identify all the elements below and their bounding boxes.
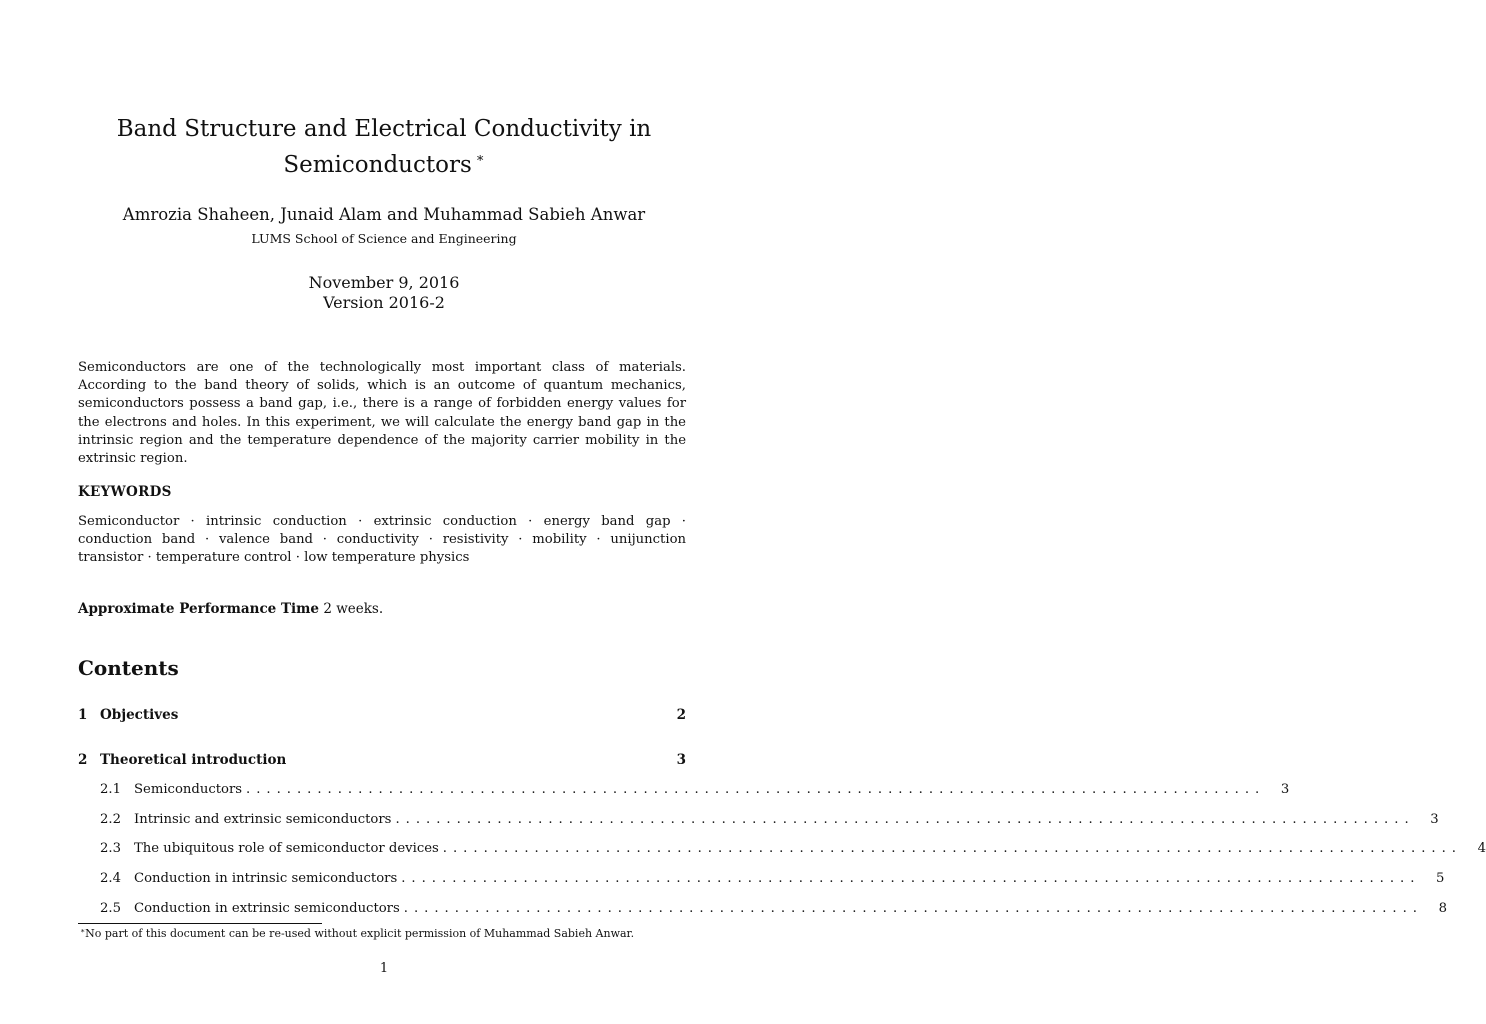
toc-subsection-intrinsic-conduction[interactable]: [100, 871, 1445, 886]
toc-subsection-number: 2.1: [100, 782, 121, 797]
toc-leader-dots: ....................................................................................................: [395, 812, 1415, 827]
toc-subsection-number: 2.5: [100, 901, 121, 916]
performance-time: [78, 601, 383, 617]
contents-heading: Contents: [78, 656, 179, 680]
title-line-1: Band Structure and Electrical Conductivity in: [116, 116, 652, 142]
toc-subsection-extrinsic-conduction[interactable]: [100, 901, 1447, 916]
date: November 9, 2016: [308, 273, 460, 292]
toc-subsection-label: Intrinsic and extrinsic semiconductors: [134, 812, 392, 827]
toc-leader-dots: ....................................................................................................: [442, 841, 1462, 856]
toc-leader-dots: ....................................................................................................: [403, 901, 1423, 916]
performance-label: Approximate Performance Time: [78, 601, 320, 617]
toc-section-objectives[interactable]: [78, 707, 686, 723]
footnote: [80, 926, 634, 940]
toc-section-title: [78, 752, 286, 768]
toc-subsection-semiconductors[interactable]: [100, 782, 1290, 797]
title-footnote-marker[interactable]: ∗: [475, 151, 485, 166]
performance-value: 2 weeks.: [323, 601, 384, 617]
page-number: 1: [379, 961, 389, 976]
title-line-2: [0, 144, 768, 180]
title-line-2-text: Semiconductors: [283, 152, 472, 178]
toc-leader-dots: ....................................................................................................: [246, 782, 1266, 797]
toc-subsection-label: Semiconductors: [134, 782, 243, 797]
toc-subsection-label: Conduction in extrinsic semiconductors: [134, 901, 400, 916]
toc-section-theoretical-introduction[interactable]: [78, 752, 686, 768]
toc-leader-dots: ....................................................................................................: [401, 871, 1421, 886]
footnote-rule: [78, 923, 322, 924]
toc-subsection-page: 8: [1438, 901, 1447, 916]
date-block: [0, 273, 768, 313]
toc-section-number: 2: [78, 752, 88, 768]
toc-subsection-label: Conduction in intrinsic semiconductors: [134, 871, 398, 886]
toc-subsection-number: 2.3: [100, 841, 121, 856]
keywords-text: Semiconductor · intrinsic conduction · extrinsic conduction · energy band gap · conduction band · valence band · conductivity · resistivity · mobility · unijunction transistor · temperature control · low temperature physics: [78, 514, 686, 566]
toc-subsection-label: The ubiquitous role of semiconductor devices: [134, 841, 439, 856]
footnote-text: No part of this document can be re-used without explicit permission of Muhammad Sabieh Anwar.: [85, 927, 635, 940]
keywords-heading: KEYWORDS: [78, 484, 172, 500]
version: Version 2016-2: [323, 293, 445, 312]
paper-title: [0, 114, 768, 180]
toc-section-title: [78, 707, 178, 723]
toc-section-page: 3: [676, 752, 686, 768]
toc-subsection-number: 2.4: [100, 871, 121, 886]
toc-subsection-page: 3: [1430, 812, 1439, 827]
toc-subsection-page: 5: [1436, 871, 1445, 886]
toc-subsection-number: 2.2: [100, 812, 121, 827]
toc-section-page: 2: [676, 707, 686, 723]
toc-section-label: Theoretical introduction: [100, 752, 287, 768]
toc-subsection-page: 4: [1477, 841, 1486, 856]
footnote-marker: ∗: [80, 926, 86, 935]
authors: Amrozia Shaheen, Junaid Alam and Muhammad Sabieh Anwar: [122, 205, 646, 224]
toc-section-number: 1: [78, 707, 88, 723]
affiliation: LUMS School of Science and Engineering: [251, 231, 517, 246]
toc-subsection-page: 3: [1280, 782, 1290, 797]
toc-section-label: Objectives: [100, 707, 179, 723]
toc-subsection-devices[interactable]: [100, 841, 1486, 856]
abstract: Semiconductors are one of the technologically most important class of materials. According to the band theory of solids, which is an outcome of quantum mechanics, semiconductors possess a band gap, i.e., there is a range of forbidden energy values for the electrons and holes. In this experiment, we will calculate the energy band gap in the intrinsic region and the temperature dependence of the majority carrier mobility in the extrinsic region.: [78, 360, 686, 467]
toc-subsection-intrinsic-extrinsic[interactable]: [100, 812, 1439, 827]
